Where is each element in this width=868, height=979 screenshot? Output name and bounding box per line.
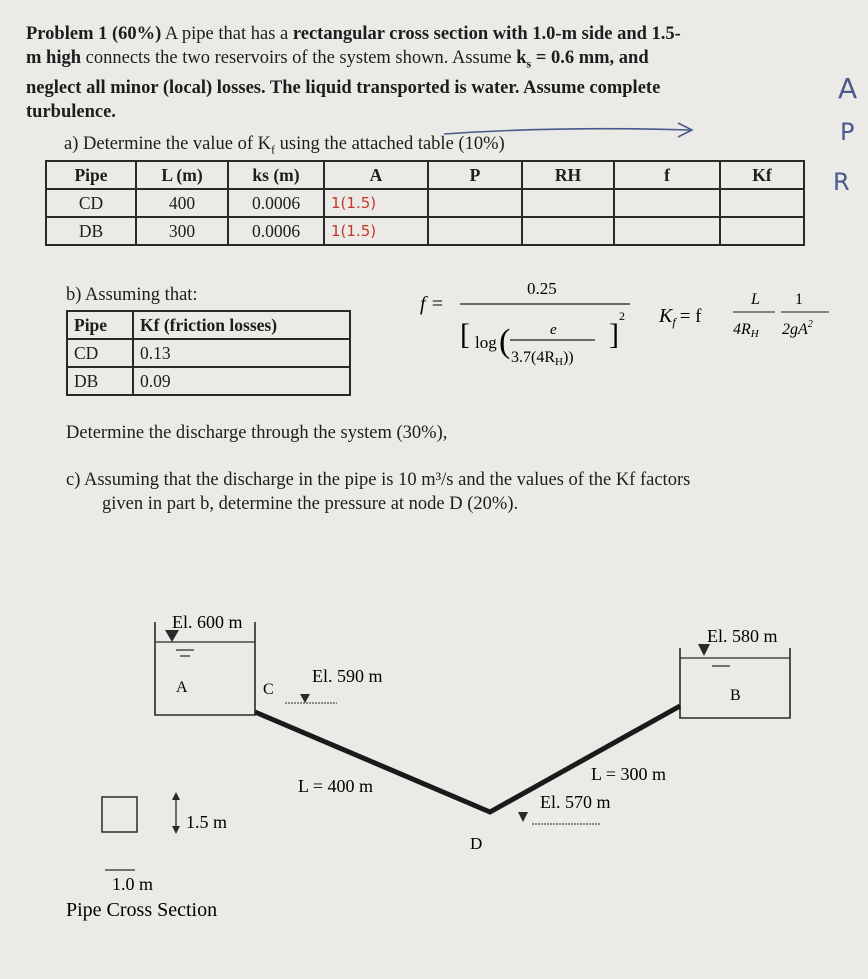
system-diagram: [0, 600, 868, 979]
part-a-heading: a) Determine the value of $K_f$ using the attached table (10%): [64, 134, 505, 157]
part-b-table: Pipe Kf (friction losses) CD 0.13 DB 0.09: [66, 310, 351, 396]
svg-text:2gA2: $2gA^2$: [782, 319, 813, 338]
part-b-heading: b) Assuming that:: [66, 285, 198, 305]
svg-text:(: (: [499, 323, 511, 360]
svg-text:L: L: [751, 291, 760, 308]
svg-text:Pipe Cross Section: Pipe Cross Section: [66, 899, 218, 921]
table-header-row: Pipe L (m) ks (m) A P RH f Kf: [46, 161, 804, 189]
svg-text:1: 1: [795, 291, 803, 308]
svg-text:1.0 m: 1.0 m: [112, 874, 154, 894]
svg-text:B: B: [730, 687, 741, 704]
svg-text:D: D: [470, 834, 483, 853]
svg-text:e: e: [550, 322, 557, 338]
margin-note-r: R: [833, 168, 850, 196]
problem-statement: Problem 1 (60%) A pipe that has a rectangular cross section with 1.0-m side and 1.5- m high connects the two reservoirs of the system shown. Assume $k_s = 0.6$ mm, and neglect all minor (local) losses. The liquid transported is water. Assume complete turbulence.: [26, 24, 681, 122]
svg-text:El. 600 m: El. 600 m: [172, 612, 243, 632]
table-row: CD 400 0.0006 1(1.5): [46, 189, 804, 217]
friction-formula: [415, 272, 835, 382]
svg-text:2: 2: [619, 309, 625, 323]
svg-text:L = 400 m: L = 400 m: [298, 776, 373, 796]
part-b-task: Determine the discharge through the system (30%),: [66, 423, 448, 443]
svg-text:]: ]: [609, 318, 619, 351]
svg-text:L = 300 m: L = 300 m: [591, 764, 666, 784]
part-c: c) Assuming that the discharge in the pipe is 10 m³/s and the values of the Kf factors given in part b, determine the pressure at node D (20%).: [66, 470, 691, 514]
table-row: DB 300 0.0006 1(1.5): [46, 217, 804, 245]
svg-text:4RH: 4RH: [733, 321, 759, 340]
part-a-table: [45, 160, 805, 246]
svg-text:A: A: [176, 679, 188, 696]
svg-text:El. 590 m: El. 590 m: [312, 666, 383, 686]
svg-text:El. 580 m: El. 580 m: [707, 626, 778, 646]
svg-text:log: log: [475, 333, 497, 352]
svg-text:[: [: [460, 318, 470, 351]
svg-text:Kf= f: $K_f = f$: [659, 305, 702, 329]
svg-text:C: C: [263, 681, 274, 698]
svg-text:1.5 m: 1.5 m: [186, 812, 228, 832]
hand-arrow: [440, 118, 700, 142]
table-row: DB 0.09: [67, 367, 350, 395]
margin-note-p: P: [840, 118, 855, 146]
svg-text:3.7(4RH)): 3.7(4RH)): [511, 349, 574, 368]
table-row: CD 0.13: [67, 339, 350, 367]
svg-text:f =: f =: [420, 293, 445, 315]
problem-label: Problem 1 (60%): [26, 24, 162, 44]
svg-text:El. 570 m: El. 570 m: [540, 792, 611, 812]
pipe: [255, 706, 680, 812]
svg-text:0.25: 0.25: [527, 279, 557, 298]
margin-note-a: A: [838, 72, 858, 105]
cross-section-rect: [102, 797, 137, 832]
